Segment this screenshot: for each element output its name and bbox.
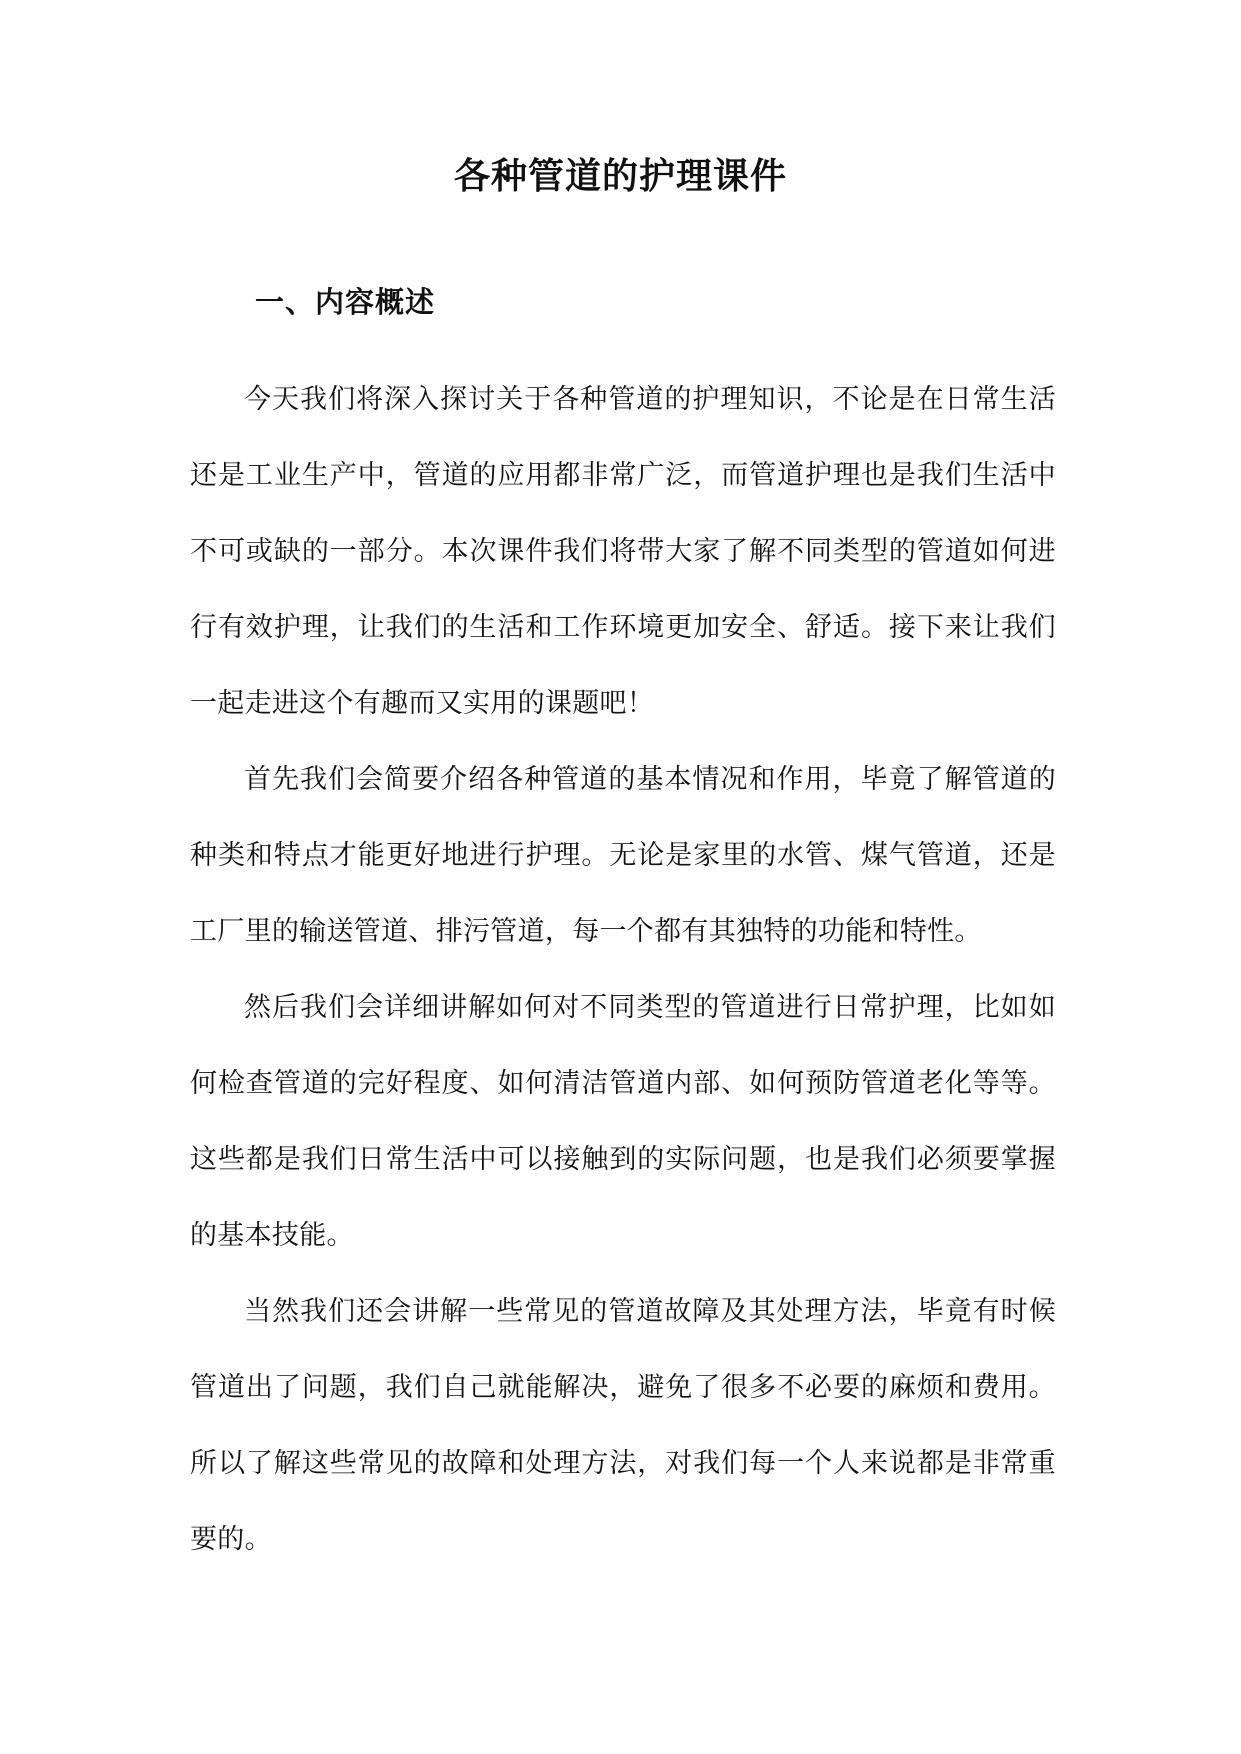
paragraph-4: 当然我们还会讲解一些常见的管道故障及其处理方法，毕竟有时候管道出了问题，我们自己就能解决，避免了很多不必要的麻烦和费用。所以了解这些常见的故障和处理方法，对我们每一个人来说都是非常重要的。 (190, 1296, 1056, 1555)
body-text (190, 362, 1056, 1578)
paragraph-1: 今天我们将深入探讨关于各种管道的护理知识，不论是在日常生活还是工业生产中，管道的应用都非常广泛，而管道护理也是我们生活中不可或缺的一部分。本次课件我们将带大家了解不同类型的管道如何进行有效护理，让我们的生活和工作环境更加安全、舒适。接下来让我们一起走进这个有趣而又实用的课题吧！ (190, 384, 1056, 719)
paragraph-3: 然后我们会详细讲解如何对不同类型的管道进行日常护理，比如如何检查管道的完好程度、如何清洁管道内部、如何预防管道老化等等。这些都是我们日常生活中可以接触到的实际问题，也是我们必须要掌握的基本技能。 (190, 992, 1056, 1251)
paragraph-2: 首先我们会简要介绍各种管道的基本情况和作用，毕竟了解管道的种类和特点才能更好地进行护理。无论是家里的水管、煤气管道，还是工厂里的输送管道、排污管道，每一个都有其独特的功能和特性。 (190, 764, 1056, 947)
document-title: 各种管道的护理课件 (453, 155, 787, 197)
section-heading-overview: 一、内容概述 (255, 285, 436, 319)
